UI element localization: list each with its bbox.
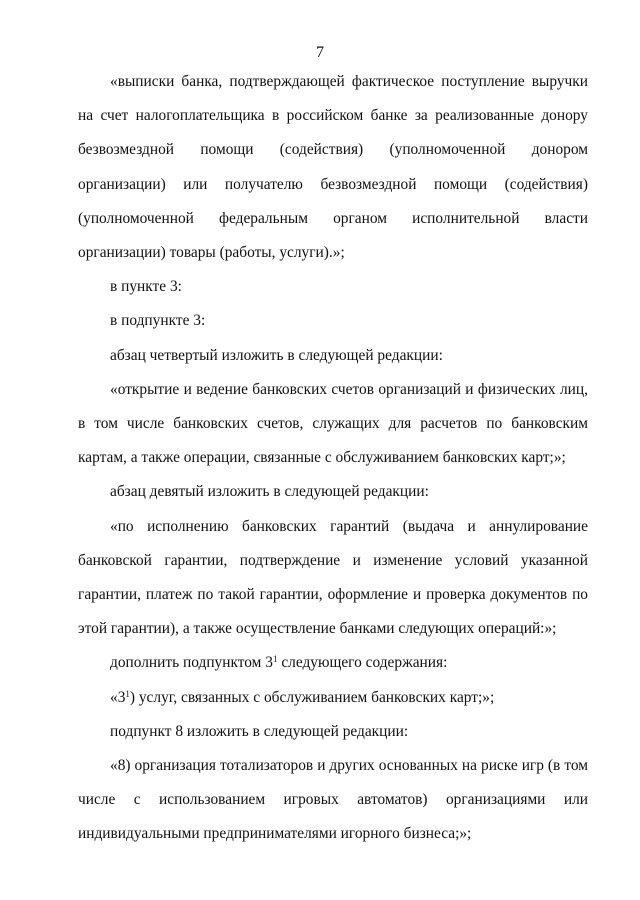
paragraph-bank-guarantees: «по исполнению банковских гарантий (выдача и аннулирование банковской гарантии, подтверждение и изменение условий указанной гарантии, платеж по такой гарантии, оформление и проверка документов по этой гарантии), а также осуществление банками следующих операций:»; xyxy=(78,517,588,638)
paragraph-bank-statement: «выписки банка, подтверждающей фактическое поступление выручки на счет налогоплательщика в российском банке за реализованные донору безвозмездной помощи (содействия) (уполномоченной донором организации) или получателю безвозмездной помощи (содействия) (уполномоченной федеральным органом исполнительной власти организации) товары (работы, услуги).»; xyxy=(78,73,588,262)
superscript-one: 1 xyxy=(125,688,130,699)
paragraph-ninth-abzac: абзац девятый изложить в следующей редакции: xyxy=(110,483,429,501)
paragraph-in-point-3: в пункте 3: xyxy=(110,278,182,296)
paragraph-subpoint-3-1-before: «3 xyxy=(110,688,126,706)
paragraph-add-subpoint-before: дополнить подпунктом 3 xyxy=(110,654,273,672)
document-body xyxy=(78,65,588,852)
paragraph-bank-accounts: «открытие и ведение банковских счетов организаций и физических лиц, в том числе банковских счетов, служащих для расчетов по банковским картам, а также операции, связанные с обслуживанием банковских карт;»; xyxy=(78,380,588,467)
superscript-one: 1 xyxy=(272,654,278,665)
paragraph-fourth-abzac: абзац четвертый изложить в следующей редакции: xyxy=(110,346,443,364)
paragraph-subpoint-8: подпункт 8 изложить в следующей редакции: xyxy=(110,722,409,740)
paragraph-in-subpoint-3: в подпункте 3: xyxy=(110,312,206,330)
page-number: 7 xyxy=(316,44,324,61)
paragraph-subpoint-3-1-after: ) услуг, связанных с обслуживанием банковских карт;»; xyxy=(129,688,495,706)
paragraph-gambling: «8) организация тотализаторов и других основанных на риске игр (в том числе с использованием игровых автоматов) организациями или индивидуальными предпринимателями игорного бизнеса;»; xyxy=(78,757,588,843)
paragraph-add-subpoint-after: следующего содержания: xyxy=(277,654,448,672)
paragraph-add-subpoint xyxy=(78,646,588,680)
paragraph-subpoint-3-1 xyxy=(78,681,588,715)
